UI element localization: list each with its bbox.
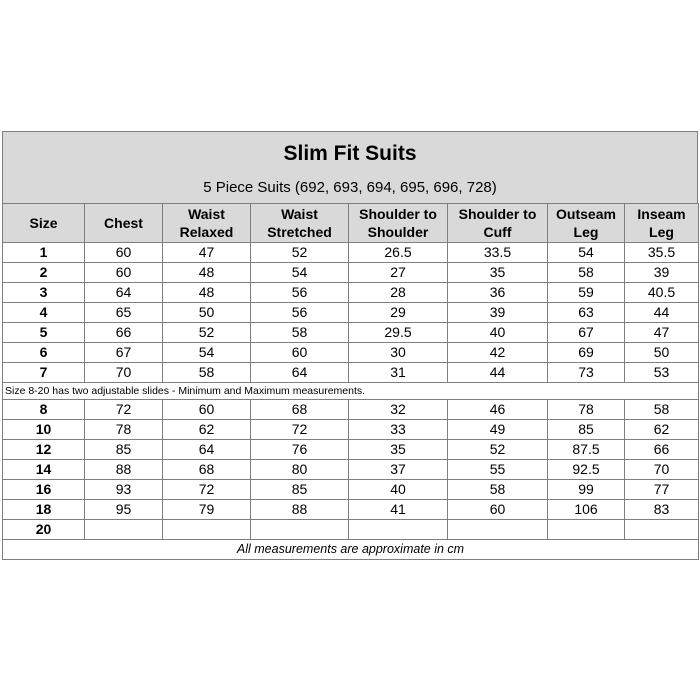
size-cell: 10: [3, 420, 85, 440]
measurement-cell: 69: [548, 343, 625, 363]
table-row: [3, 363, 699, 383]
column-header: [85, 204, 163, 243]
measurement-cell: 88: [85, 460, 163, 480]
measurement-cell: [349, 520, 448, 540]
size-cell: 4: [3, 303, 85, 323]
size-cell: 1: [3, 243, 85, 263]
measurement-cell: 28: [349, 283, 448, 303]
table-row: [3, 243, 699, 263]
column-header: [548, 204, 625, 243]
measurement-cell: 68: [251, 400, 349, 420]
measurement-cell: 85: [85, 440, 163, 460]
measurement-cell: 66: [625, 440, 699, 460]
measurement-cell: 65: [85, 303, 163, 323]
measurement-cell: 39: [625, 263, 699, 283]
measurement-cell: [548, 520, 625, 540]
table-row: [3, 500, 699, 520]
measurement-cell: 40.5: [625, 283, 699, 303]
measurement-cell: 72: [251, 420, 349, 440]
size-cell: 5: [3, 323, 85, 343]
measurement-cell: 33: [349, 420, 448, 440]
measurement-cell: 37: [349, 460, 448, 480]
measurement-cell: 58: [448, 480, 548, 500]
size-cell: 12: [3, 440, 85, 460]
size-cell: 20: [3, 520, 85, 540]
column-header-text: Chest: [104, 215, 143, 231]
measurement-cell: 70: [85, 363, 163, 383]
size-cell: 6: [3, 343, 85, 363]
measurement-cell: 99: [548, 480, 625, 500]
chart-title: Slim Fit Suits: [283, 142, 417, 165]
measurement-cell: 29.5: [349, 323, 448, 343]
measurement-cell: 64: [251, 363, 349, 383]
measurement-cell: 76: [251, 440, 349, 460]
column-header-text: Inseam: [637, 206, 686, 222]
measurement-cell: 73: [548, 363, 625, 383]
column-header-text: Waist: [188, 206, 225, 222]
measurement-cell: 42: [448, 343, 548, 363]
measurement-cell: 35: [448, 263, 548, 283]
measurement-cell: 88: [251, 500, 349, 520]
measurement-cell: 52: [251, 243, 349, 263]
column-header-text: Stretched: [267, 224, 332, 240]
measurement-cell: 54: [251, 263, 349, 283]
measurement-cell: 80: [251, 460, 349, 480]
measurement-cell: 47: [163, 243, 251, 263]
measurement-cell: 72: [85, 400, 163, 420]
measurement-cell: [625, 520, 699, 540]
table-row: [3, 520, 699, 540]
measurement-cell: 92.5: [548, 460, 625, 480]
measurement-cell: 60: [85, 243, 163, 263]
measurement-cell: 52: [163, 323, 251, 343]
measurement-cell: 27: [349, 263, 448, 283]
table-row: [3, 303, 699, 323]
table-row: [3, 480, 699, 500]
column-header-text: Size: [29, 215, 58, 231]
column-header: [3, 204, 85, 243]
measurement-cell: 50: [163, 303, 251, 323]
table-row: [3, 263, 699, 283]
measurement-cell: 60: [163, 400, 251, 420]
measurement-cell: 41: [349, 500, 448, 520]
measurement-cell: 56: [251, 303, 349, 323]
note-row: [3, 383, 699, 400]
measurement-cell: 31: [349, 363, 448, 383]
table-row: [3, 420, 699, 440]
measurement-cell: 85: [548, 420, 625, 440]
measurement-cell: 79: [163, 500, 251, 520]
column-header-text: Shoulder to: [458, 206, 537, 222]
footnote-text: All measurements are approximate in cm: [3, 540, 699, 560]
measurement-cell: 66: [85, 323, 163, 343]
measurement-cell: 40: [448, 323, 548, 343]
header-row: [3, 204, 699, 243]
measurement-cell: 36: [448, 283, 548, 303]
table-row: [3, 283, 699, 303]
measurement-cell: 44: [448, 363, 548, 383]
measurement-cell: 49: [448, 420, 548, 440]
measurement-cell: 67: [548, 323, 625, 343]
size-table: [2, 203, 699, 560]
measurement-cell: 58: [163, 363, 251, 383]
table-row: [3, 460, 699, 480]
measurement-cell: 29: [349, 303, 448, 323]
measurement-cell: 60: [448, 500, 548, 520]
column-header-text: Leg: [649, 224, 674, 240]
table-row: [3, 343, 699, 363]
measurement-cell: 63: [548, 303, 625, 323]
measurement-cell: 78: [85, 420, 163, 440]
measurement-cell: 40: [349, 480, 448, 500]
measurement-cell: [85, 520, 163, 540]
size-cell: 8: [3, 400, 85, 420]
measurement-cell: 50: [625, 343, 699, 363]
measurement-cell: [251, 520, 349, 540]
measurement-cell: 78: [548, 400, 625, 420]
measurement-cell: 85: [251, 480, 349, 500]
measurement-cell: 56: [251, 283, 349, 303]
size-cell: 7: [3, 363, 85, 383]
measurement-cell: 53: [625, 363, 699, 383]
measurement-cell: 59: [548, 283, 625, 303]
measurement-cell: 55: [448, 460, 548, 480]
measurement-cell: 72: [163, 480, 251, 500]
measurement-cell: 87.5: [548, 440, 625, 460]
measurement-cell: 83: [625, 500, 699, 520]
title-block: [2, 131, 698, 203]
column-header: [251, 204, 349, 243]
measurement-cell: 35: [349, 440, 448, 460]
size-chart-sheet: [2, 131, 698, 560]
column-header-text: Leg: [573, 224, 599, 240]
measurement-cell: 52: [448, 440, 548, 460]
column-header: [349, 204, 448, 243]
column-header-text: Outseam: [556, 206, 616, 222]
column-header: [163, 204, 251, 243]
measurement-cell: 33.5: [448, 243, 548, 263]
measurement-cell: 58: [251, 323, 349, 343]
size-cell: 16: [3, 480, 85, 500]
measurement-cell: 68: [163, 460, 251, 480]
column-header-text: Shoulder: [367, 224, 429, 240]
measurement-cell: 67: [85, 343, 163, 363]
table-body: [3, 243, 699, 560]
column-header-text: Relaxed: [179, 224, 234, 240]
table-row: [3, 323, 699, 343]
measurement-cell: 58: [625, 400, 699, 420]
size-cell: 2: [3, 263, 85, 283]
measurement-cell: 47: [625, 323, 699, 343]
column-header-text: Shoulder to: [359, 206, 437, 222]
measurement-cell: 48: [163, 263, 251, 283]
size-cell: 3: [3, 283, 85, 303]
measurement-cell: 62: [625, 420, 699, 440]
table-row: [3, 440, 699, 460]
measurement-cell: 58: [548, 263, 625, 283]
measurement-cell: 35.5: [625, 243, 699, 263]
table-row: [3, 400, 699, 420]
measurement-cell: 54: [163, 343, 251, 363]
measurement-cell: 26.5: [349, 243, 448, 263]
measurement-cell: 39: [448, 303, 548, 323]
note-text: Size 8-20 has two adjustable slides - Minimum and Maximum measurements.: [3, 383, 699, 400]
measurement-cell: 64: [163, 440, 251, 460]
measurement-cell: 32: [349, 400, 448, 420]
size-cell: 18: [3, 500, 85, 520]
chart-subtitle: 5 Piece Suits (692, 693, 694, 695, 696, 728): [203, 179, 497, 196]
measurement-cell: 95: [85, 500, 163, 520]
column-header: [448, 204, 548, 243]
measurement-cell: 106: [548, 500, 625, 520]
size-cell: 14: [3, 460, 85, 480]
footnote-row: [3, 540, 699, 560]
measurement-cell: 93: [85, 480, 163, 500]
measurement-cell: 60: [251, 343, 349, 363]
measurement-cell: 62: [163, 420, 251, 440]
column-header-text: Waist: [281, 206, 318, 222]
measurement-cell: 46: [448, 400, 548, 420]
measurement-cell: 48: [163, 283, 251, 303]
column-header: [625, 204, 699, 243]
measurement-cell: [163, 520, 251, 540]
measurement-cell: [448, 520, 548, 540]
measurement-cell: 60: [85, 263, 163, 283]
measurement-cell: 30: [349, 343, 448, 363]
measurement-cell: 70: [625, 460, 699, 480]
measurement-cell: 44: [625, 303, 699, 323]
measurement-cell: 54: [548, 243, 625, 263]
column-header-text: Cuff: [483, 224, 512, 240]
measurement-cell: 64: [85, 283, 163, 303]
measurement-cell: 77: [625, 480, 699, 500]
